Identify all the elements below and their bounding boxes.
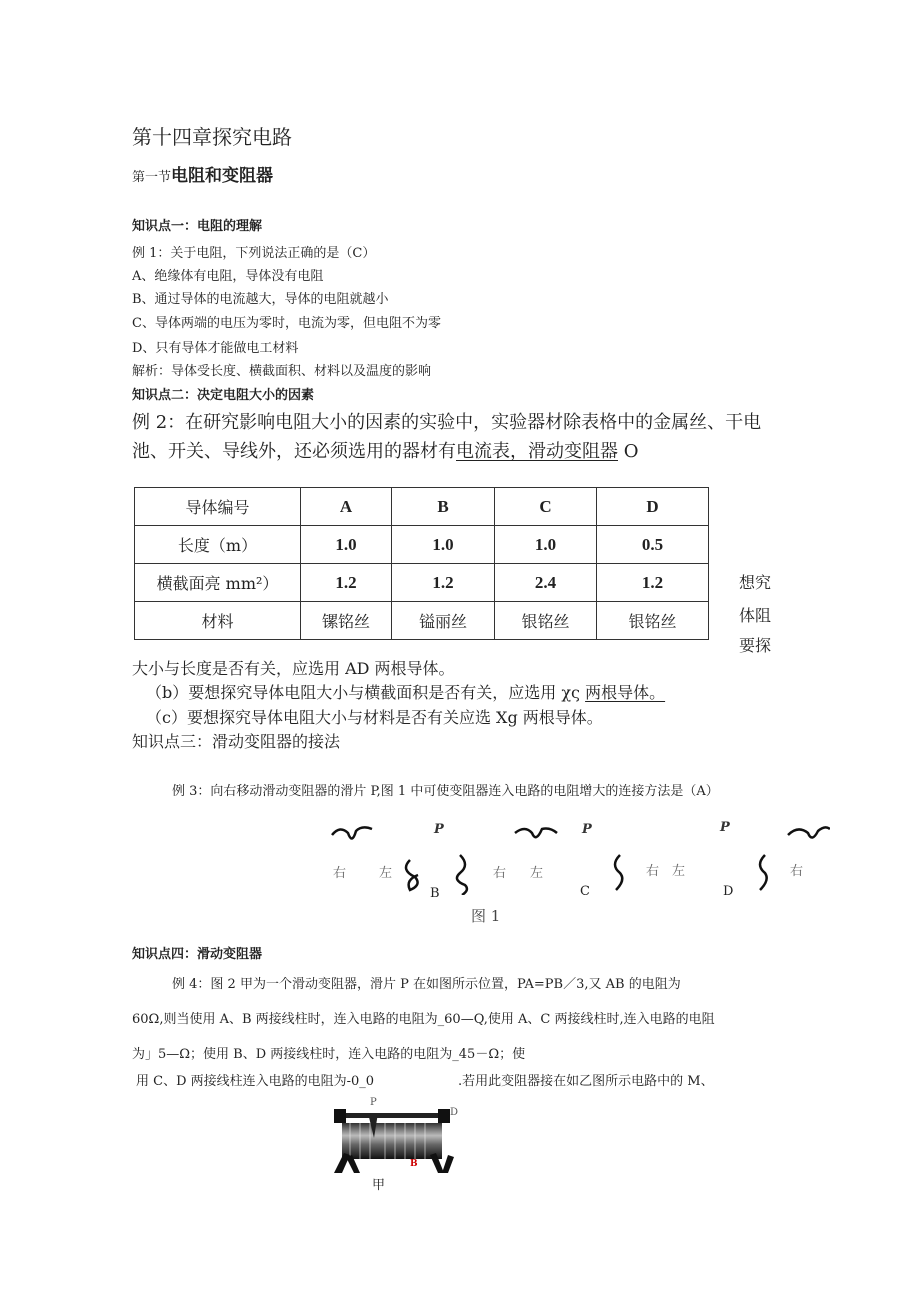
table-cell: 镒丽丝 <box>392 602 495 640</box>
figure-1-caption: 图 1 <box>471 907 501 925</box>
section-title <box>132 168 273 185</box>
side-text: 想究 <box>739 573 772 592</box>
section-prefix: 第一节 <box>132 170 172 185</box>
kp4-heading: 知识点四：滑动变阻器 <box>132 947 263 962</box>
table-cell: 导体编号 <box>135 488 301 526</box>
table-cell: 银铭丝 <box>495 602 597 640</box>
kp3-heading: 知识点三：滑动变阻器的接法 <box>132 732 341 751</box>
figure-jia-caption: 甲 <box>372 1178 386 1193</box>
wire-icon <box>760 855 767 890</box>
label-right: 右 <box>790 864 804 879</box>
rheostat-label-d: D <box>450 1107 459 1118</box>
answer-b <box>146 685 665 701</box>
rheostat-image <box>330 1093 460 1173</box>
wire-icon <box>332 827 372 838</box>
table-cell: 2.4 <box>495 564 597 602</box>
table-cell: 1.0 <box>392 526 495 564</box>
wire-icon <box>457 855 467 895</box>
example-4-line4a: 用 C、D 两接线柱连入电路的电阻为-0_0 <box>136 1074 375 1089</box>
table-cell: 1.2 <box>392 564 495 602</box>
example-1: 例 1：关于电阻，下列说法正确的是（C） <box>132 246 376 261</box>
table-cell: B <box>392 488 495 526</box>
label-p: P <box>582 822 592 837</box>
example-4-line3: 为」5—Ω；使用 B、D 两接线柱时，连入电路的电阻为_45－Ω；使 <box>132 1047 526 1062</box>
option-d: D、只有导体才能做电工材料 <box>132 341 299 356</box>
table-row <box>135 564 709 602</box>
table-cell: 1.0 <box>495 526 597 564</box>
table-cell: 镙铭丝 <box>301 602 392 640</box>
table-cell: 银铭丝 <box>597 602 709 640</box>
table-cell: C <box>495 488 597 526</box>
section-name: 电阻和变阻器 <box>171 166 274 186</box>
option-a: A、绝缘体有电阻，导体没有电阻 <box>132 269 324 284</box>
label-d: D <box>723 884 734 899</box>
wire-icon <box>515 829 557 838</box>
label-left: 左 <box>379 866 393 881</box>
table-row <box>135 602 709 640</box>
answer-b-answer: 两根导体。 <box>585 683 666 702</box>
example-2-answer: 电流表，滑动变阻器 <box>456 441 618 462</box>
example-2-line1: 例 2：在研究影响电阻大小的因素的实验中，实验器材除表格中的金属丝、干电 <box>132 412 762 433</box>
answer-b-text: （b）要想探究导体电阻大小与横截面积是否有关，应选用 χς <box>146 683 586 702</box>
example-4-line4b: .若用此变阻器接在如乙图所示电路中的 M、 <box>458 1074 714 1089</box>
example-4-line2: 60Ω,则当使用 A、B 两接线柱时，连入电路的电阻为_60—Q,使用 A、C 两接线柱时,连入电路的电阻 <box>132 1012 715 1027</box>
label-right: 右 <box>493 866 507 881</box>
table-header-row <box>135 488 709 526</box>
rheostat-label-b: B <box>410 1159 418 1169</box>
option-c: C、导体两端的电压为零时，电流为零，但电阻不为零 <box>132 316 441 331</box>
table-cell: D <box>597 488 709 526</box>
table-cell: A <box>301 488 392 526</box>
label-left: 左 <box>530 866 544 881</box>
label-right: 右 <box>333 866 347 881</box>
table-cell: 1.2 <box>301 564 392 602</box>
wire-icon <box>788 827 830 837</box>
example-2-text: 池、开关、导线外，还必须选用的器材有 <box>132 441 456 462</box>
kp1-heading: 知识点一：电阻的理解 <box>132 219 263 234</box>
table-row <box>135 526 709 564</box>
example-2-end: O <box>618 441 639 462</box>
label-p: P <box>720 820 730 835</box>
label-left: 左 <box>672 864 686 879</box>
table-cell: 0.5 <box>597 526 709 564</box>
label-p: P <box>434 822 444 837</box>
table-cell: 材料 <box>135 602 301 640</box>
option-b: B、通过导体的电流越大，导体的电阻就越小 <box>132 292 389 307</box>
rheostat-label-p: P <box>370 1097 377 1108</box>
wire-icon <box>406 860 418 890</box>
analysis: 解析：导体受长度、横截面积、材料以及温度的影响 <box>132 364 432 379</box>
label-c: C <box>580 884 590 899</box>
figure-1-wires <box>320 815 830 895</box>
chapter-title: 第十四章探究电路 <box>132 125 292 149</box>
table-cell: 长度（m） <box>135 526 301 564</box>
example-2-line2 <box>132 443 638 461</box>
label-b: B <box>430 886 440 901</box>
answer-a: 大小与长度是否有关，应选用 AD 两根导体。 <box>132 659 455 678</box>
conductor-table <box>134 487 709 640</box>
kp2-heading: 知识点二：决定电阻大小的因素 <box>132 388 315 403</box>
table-cell: 1.0 <box>301 526 392 564</box>
wire-icon <box>615 855 622 890</box>
answer-c: （c）要想探究导体电阻大小与材料是否有关应选 Xg 两根导体。 <box>146 708 603 727</box>
table-cell: 1.2 <box>597 564 709 602</box>
label-right: 右 <box>646 864 660 879</box>
side-text: 要探 <box>739 636 772 655</box>
table-cell: 横截面亮 mm²） <box>135 564 301 602</box>
example-4-line1: 例 4：图 2 甲为一个滑动变阻器，滑片 P 在如图所示位置，PA=PB／3,又 AB 的电阻为 <box>172 977 681 992</box>
example-3: 例 3：向右移动滑动变阻器的滑片 P,图 1 中可使变阻器连入电路的电阻增大的连接方法是（A） <box>172 784 719 799</box>
side-text: 体阻 <box>739 606 772 625</box>
